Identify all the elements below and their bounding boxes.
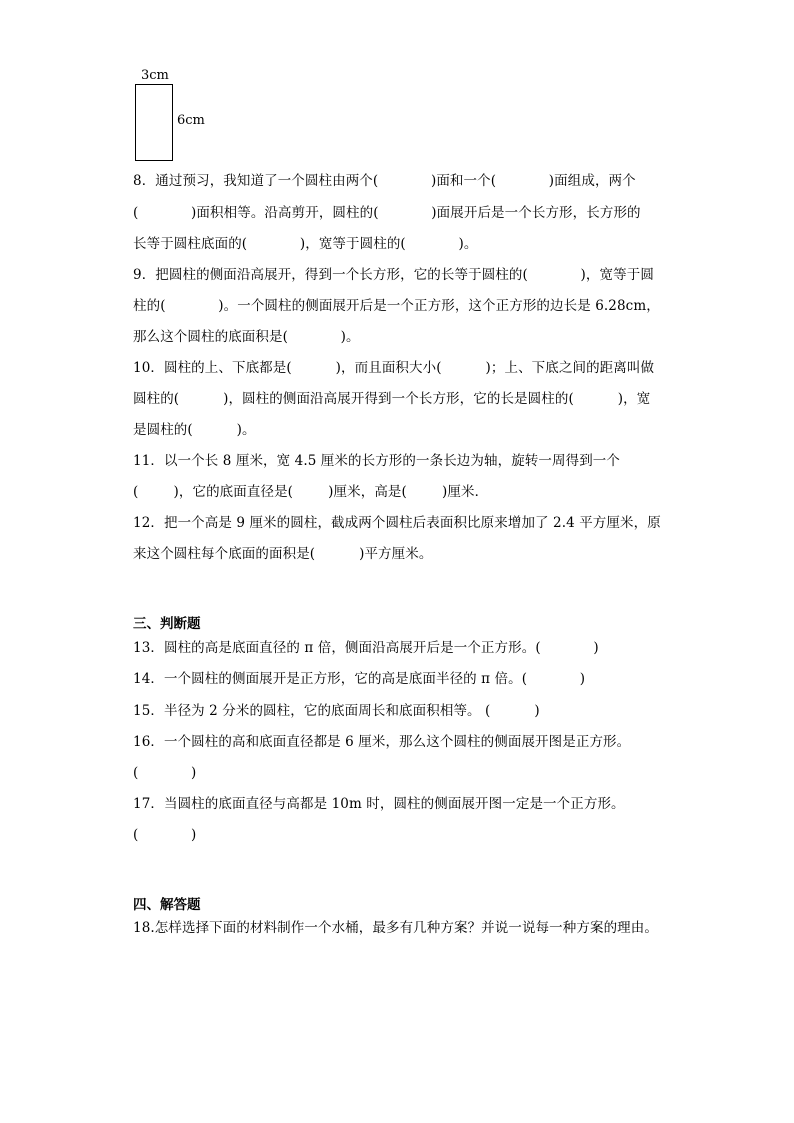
question-14: 14．一个圆柱的侧面展开是正方形，它的高是底面半径的 π 倍。( ): [133, 671, 586, 687]
width-label: 3cm: [141, 68, 169, 83]
question-15: 15．半径为 2 分米的圆柱，它的底面周长和底面积相等。 ( ): [133, 703, 540, 719]
question-12-line-2: 来这个圆柱每个底面的面积是( )平方厘米。: [133, 546, 433, 562]
question-9-line-2: 柱的( )。一个圆柱的侧面展开后是一个正方形，这个正方形的边长是 6.28cm，: [133, 298, 660, 314]
question-10-line-2: 圆柱的( )，圆柱的侧面沿高展开得到一个长方形，它的长是圆柱的( )，宽: [133, 391, 651, 407]
question-9-line-1: 9．把圆柱的侧面沿高展开，得到一个长方形，它的长等于圆柱的( )，宽等于圆: [133, 267, 654, 283]
question-10-line-3: 是圆柱的( )。: [133, 422, 256, 438]
question-13: 13．圆柱的高是底面直径的 π 倍，侧面沿高展开后是一个正方形。( ): [133, 640, 599, 656]
question-12-line-1: 12．把一个高是 9 厘米的圆柱，截成两个圆柱后表面积比原来增加了 2.4 平方厘米，原: [133, 515, 661, 531]
question-10-line-1: 10．圆柱的上、下底都是( )，而且面积大小( )；上、下底之间的距离叫做: [133, 360, 655, 376]
question-8-line-3: 长等于圆柱底面的( )，宽等于圆柱的( )。: [133, 236, 478, 252]
question-16-answer: ( ): [133, 765, 197, 781]
section-3-title: 三、判断题: [133, 616, 201, 632]
rectangle-shape: [135, 84, 173, 161]
question-17: 17．当圆柱的底面直径与高都是 10m 时，圆柱的侧面展开图一定是一个正方形。: [133, 796, 625, 812]
question-17-answer: ( ): [133, 827, 197, 843]
question-18: 18.怎样选择下面的材料制作一个水桶，最多有几种方案？并说一说每一种方案的理由。: [133, 920, 658, 936]
question-8-line-2: ( )面积相等。沿高剪开，圆柱的( )面展开后是一个长方形，长方形的: [133, 205, 641, 221]
question-9-line-3: 那么这个圆柱的底面积是( )。: [133, 329, 360, 345]
question-16: 16．一个圆柱的高和底面直径都是 6 厘米，那么这个圆柱的侧面展开图是正方形。: [133, 734, 631, 750]
section-4-title: 四、解答题: [133, 897, 201, 913]
height-label: 6cm: [177, 113, 205, 128]
question-8-line-1: 8．通过预习，我知道了一个圆柱由两个( )面和一个( )面组成，两个: [133, 173, 636, 189]
question-11-line-1: 11．以一个长 8 厘米，宽 4.5 厘米的长方形的一条长边为轴，旋转一周得到一个: [133, 453, 621, 469]
question-11-line-2: ( )，它的底面直径是( )厘米，高是( )厘米．: [133, 484, 489, 500]
rectangle-figure: [135, 68, 225, 168]
